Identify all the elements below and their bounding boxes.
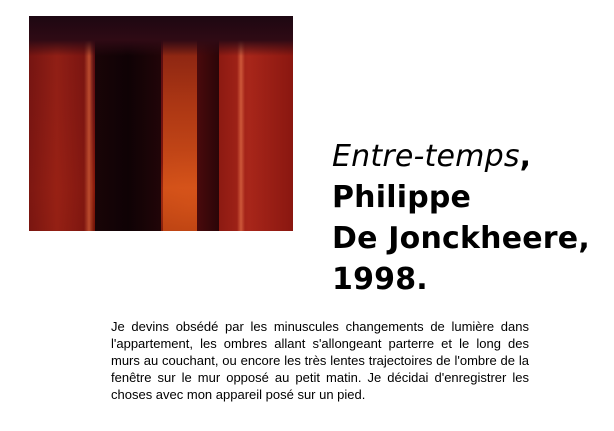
still-top-shadow bbox=[29, 16, 293, 56]
film-still-image bbox=[29, 16, 293, 231]
film-title bbox=[332, 136, 602, 300]
director-first-name: Philippe bbox=[332, 180, 472, 215]
title-line-1 bbox=[332, 136, 602, 177]
title-comma: , bbox=[519, 139, 532, 174]
film-name: Entre-temps bbox=[332, 139, 520, 174]
film-description: Je devins obsédé par les minuscules changements de lumière dans l'appartement, les ombres allant s'allongeant parterre et le long des murs au couchant, ou encore les très lentes trajectoires de l'ombre de la fenêtre sur le mur opposé au petit matin. Je décidai d'enregistrer les choses avec mon appareil posé sur un pied. bbox=[111, 319, 529, 402]
film-year: 1998. bbox=[332, 262, 428, 297]
director-last-name: De Jonckheere, bbox=[332, 221, 590, 256]
